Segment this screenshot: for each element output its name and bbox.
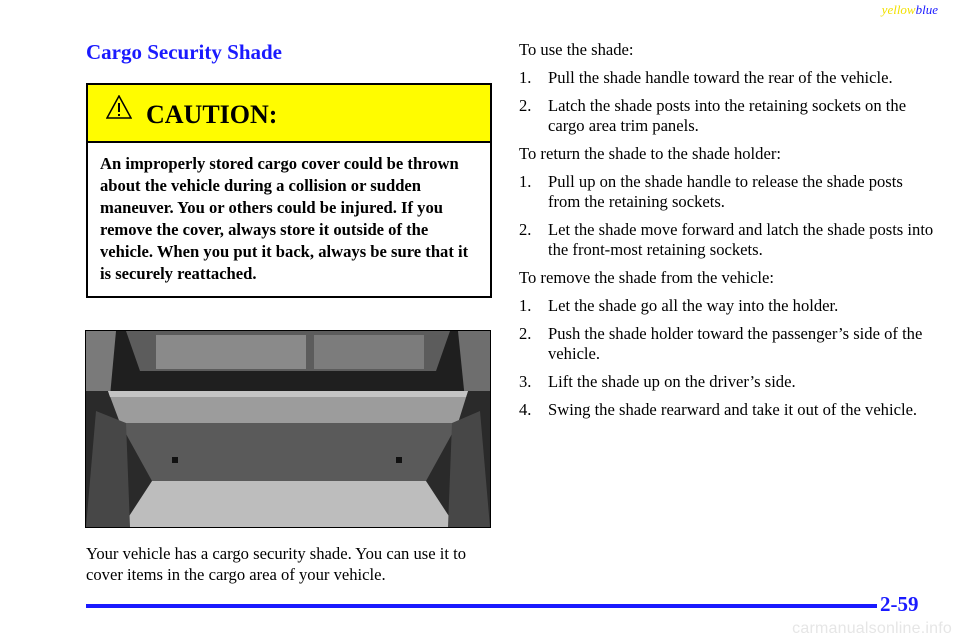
step-text: Let the shade move forward and latch the shade posts into the front-most retaining sockets. <box>548 220 934 259</box>
step-text: Pull up on the shade handle to release the shade posts from the retaining sockets. <box>548 172 903 211</box>
proof-mark-blue: blue <box>915 2 938 17</box>
return-heading: To return the shade to the shade holder: <box>519 144 781 163</box>
step-number: 1. <box>519 68 532 87</box>
use-heading: To use the shade: <box>519 40 634 59</box>
caution-header <box>88 85 490 143</box>
cargo-area-photo <box>85 330 491 528</box>
caution-title: CAUTION: <box>146 100 278 129</box>
instructions-column <box>519 40 939 428</box>
step-number: 1. <box>519 172 532 191</box>
return-step-2 <box>519 220 939 260</box>
step-number: 4. <box>519 400 532 419</box>
step-number: 2. <box>519 324 532 343</box>
step-text: Push the shade holder toward the passenger’s side of the vehicle. <box>548 324 923 363</box>
footer-rule <box>86 604 877 608</box>
remove-heading: To remove the shade from the vehicle: <box>519 268 775 287</box>
caution-box <box>86 83 492 298</box>
remove-step-3 <box>519 372 939 392</box>
return-step-1 <box>519 172 939 212</box>
site-watermark: carmanualsonline.info <box>792 620 952 637</box>
step-text: Pull the shade handle toward the rear of the vehicle. <box>548 68 893 87</box>
cargo-shade-illustration <box>86 331 490 527</box>
step-text: Latch the shade posts into the retaining sockets on the cargo area trim panels. <box>548 96 907 135</box>
use-step-2 <box>519 96 939 136</box>
step-number: 2. <box>519 96 532 115</box>
proof-mark-yellow: yellow <box>881 2 916 17</box>
page-number: 2-59 <box>880 592 919 616</box>
remove-step-2 <box>519 324 939 364</box>
step-text: Let the shade go all the way into the holder. <box>548 296 839 315</box>
caution-text: An improperly stored cargo cover could be thrown about the vehicle during a collision or sudden maneuver. You or others could be injured. If you remove the cover, always store it outside of the vehicle. When you put it back, always be sure that it is securely reattached. <box>100 154 469 283</box>
section-title: Cargo Security Shade <box>86 40 282 64</box>
intro-paragraph: Your vehicle has a cargo security shade. You can use it to cover items in the cargo area of your vehicle. <box>86 544 467 584</box>
step-number: 3. <box>519 372 532 391</box>
remove-step-1 <box>519 296 939 316</box>
step-text: Lift the shade up on the driver’s side. <box>548 372 796 391</box>
color-proof-mark <box>882 2 938 18</box>
step-number: 2. <box>519 220 532 239</box>
step-text: Swing the shade rearward and take it out of the vehicle. <box>548 400 918 419</box>
warning-triangle-icon <box>106 95 132 119</box>
remove-step-4 <box>519 400 939 420</box>
step-number: 1. <box>519 296 532 315</box>
use-step-1 <box>519 68 939 88</box>
